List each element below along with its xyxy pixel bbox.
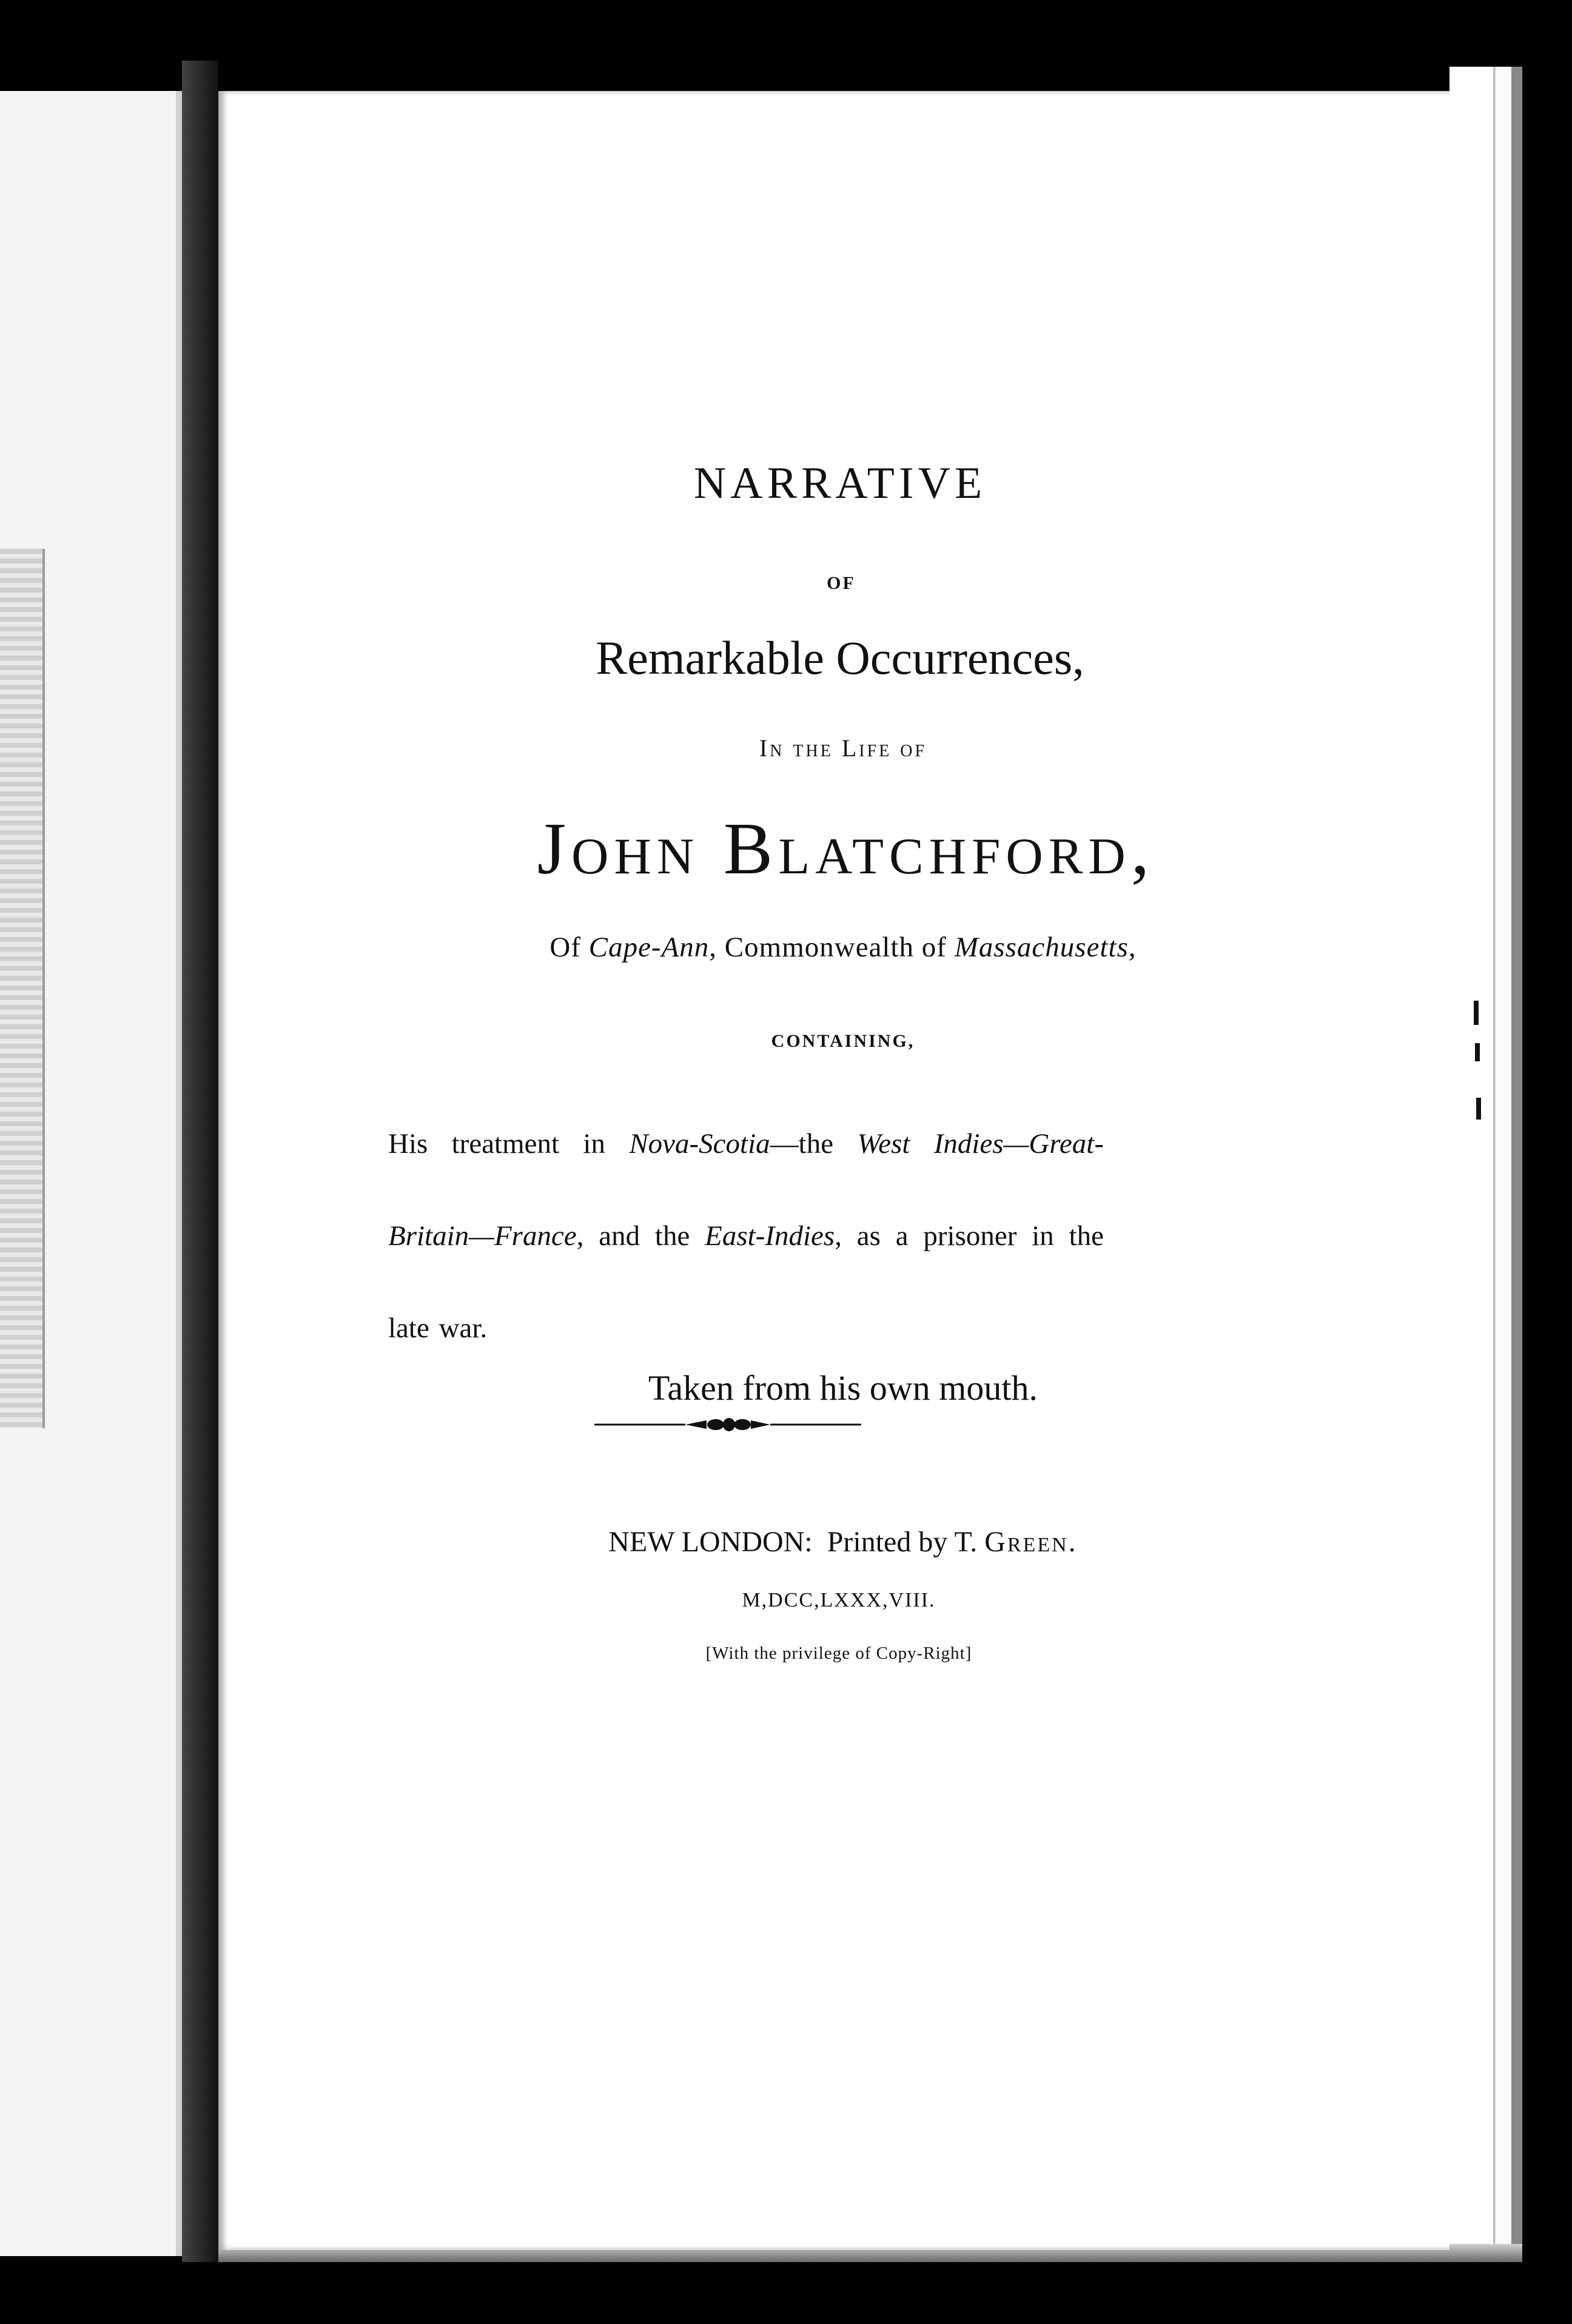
imprint-printed-by: Printed by T. <box>827 1526 978 1558</box>
facing-page-border-ornament <box>0 549 45 1428</box>
origin-middle: , Commonwealth of <box>709 932 955 963</box>
description-italic: West Indies—Great-Britain—France <box>388 1128 1104 1252</box>
book-gutter <box>182 61 218 2262</box>
origin-state: Massachusetts <box>954 932 1129 963</box>
description-italic: East-Indies <box>705 1220 835 1252</box>
copyright-note: [With the privilege of Copy-Right] <box>705 1644 972 1663</box>
description-text: , and the <box>576 1220 705 1252</box>
edge-mark <box>1476 1098 1481 1120</box>
edge-mark <box>1475 1043 1480 1061</box>
edge-mark <box>1474 1001 1479 1025</box>
origin-place: Cape-Ann <box>588 932 710 963</box>
imprint-line <box>227 1525 1459 1559</box>
subject-name: John Blatchford, <box>537 808 1155 890</box>
origin-suffix: , <box>1128 932 1137 963</box>
imprint-place: NEW LONDON: <box>608 1526 813 1558</box>
imprint-printer: Green. <box>984 1526 1078 1558</box>
in-the-life-of-line: In the Life of <box>759 734 927 762</box>
description-text: His treatment in <box>388 1128 630 1160</box>
description-paragraph <box>388 1098 1104 1374</box>
description-text: , as a prisoner in the late war. <box>388 1220 1104 1344</box>
taken-from-line: Taken from his own mouth. <box>648 1368 1038 1408</box>
subtitle: Remarkable Occurrences, <box>596 631 1084 684</box>
title-page <box>218 91 1449 2250</box>
page-stack-edge <box>1449 67 1522 2256</box>
containing-line: CONTAINING, <box>771 1031 915 1051</box>
description-italic: Nova-Scotia <box>629 1128 770 1160</box>
page-title: NARRATIVE <box>693 458 987 508</box>
facing-page <box>0 91 184 2256</box>
origin-prefix: Of <box>549 932 589 963</box>
ornament-rule <box>594 1416 861 1434</box>
description-text: —the <box>770 1128 858 1160</box>
origin-line <box>227 931 1459 964</box>
publication-date: M,DCC,LXXX,VIII. <box>742 1589 936 1611</box>
of-line: OF <box>827 573 856 593</box>
